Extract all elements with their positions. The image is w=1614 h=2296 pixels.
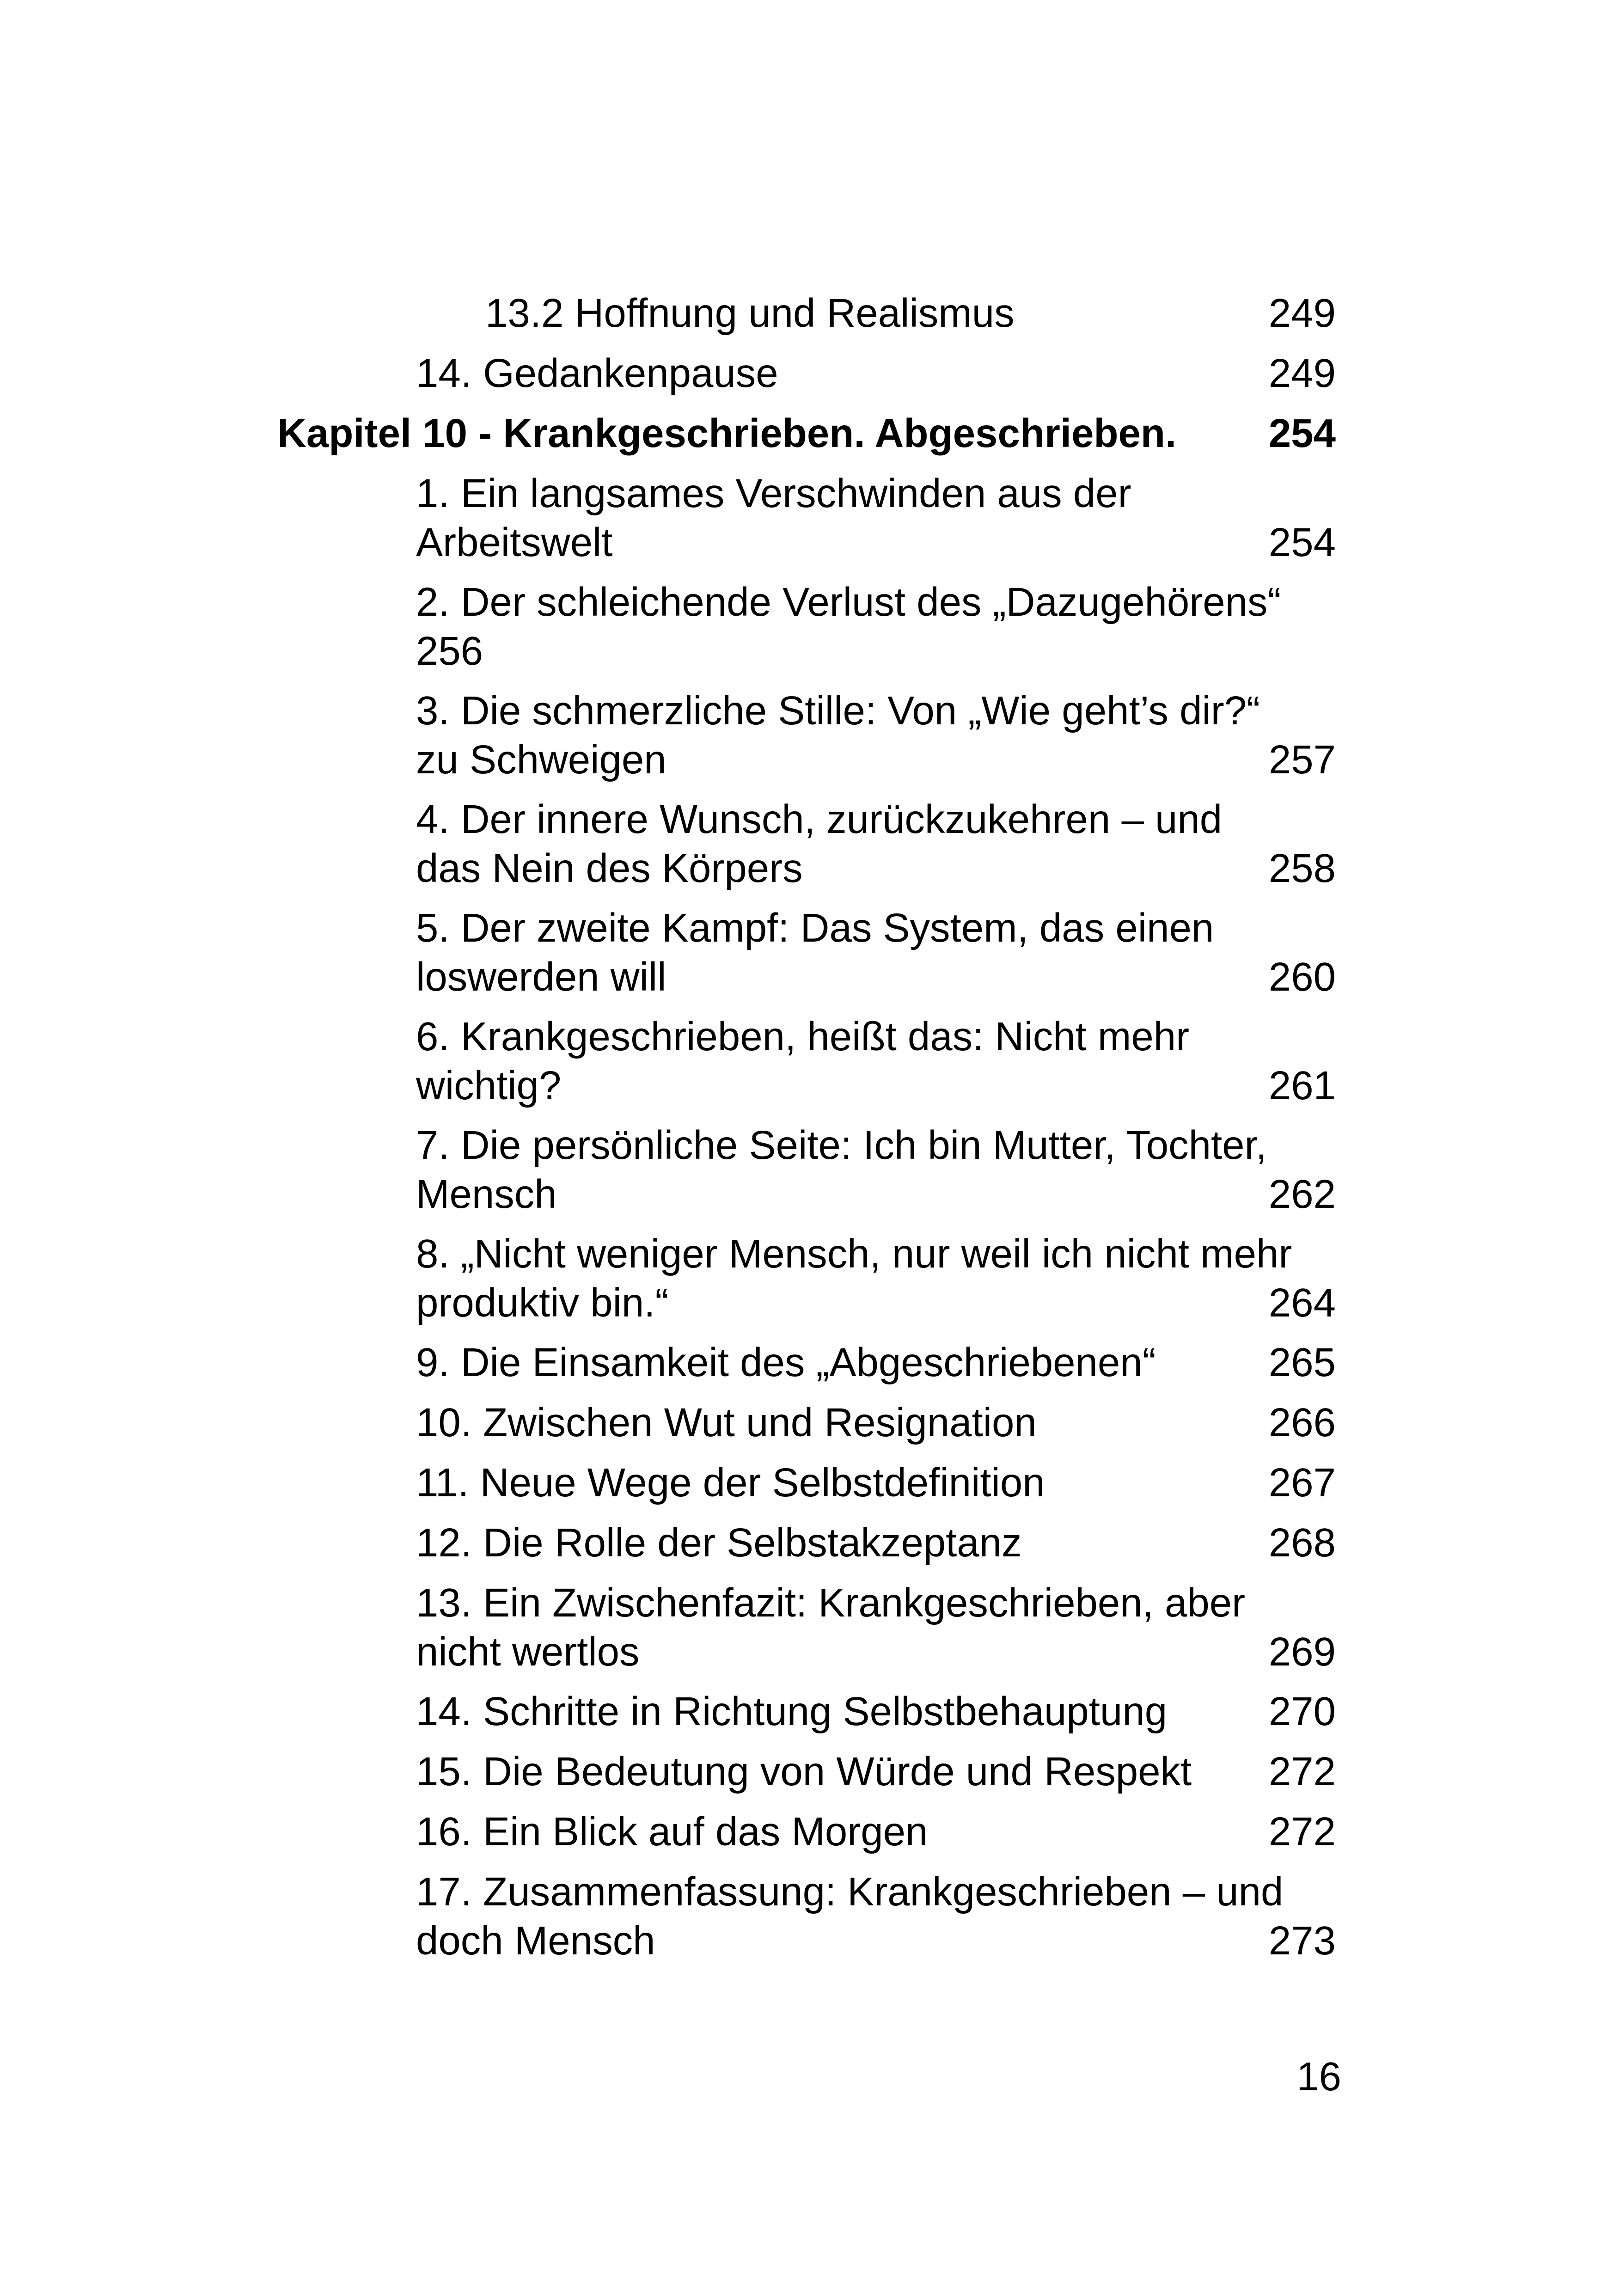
toc-entry [416,578,1336,676]
toc-entry-title-line-2: Mensch [416,1172,557,1217]
toc-entry-page: 266 [1268,1400,1336,1445]
toc-entry-title: 16. Ein Blick auf das Morgen [416,1809,928,1854]
toc-entry-title-line-1: 13. Ein Zwischenfazit: Krankgeschrieben, aber [416,1580,1246,1625]
toc-entry-page: 272 [1268,1809,1336,1854]
toc-entry [416,1579,1336,1677]
toc-chapter-page: 254 [1268,411,1336,456]
toc-entry-page: 270 [1268,1689,1336,1734]
toc-entry [416,1867,1336,1965]
toc-entry-title: 13.2 Hoffnung und Realismus [485,291,1015,336]
toc-entry-title: 2. Der schleichende Verlust des „Dazugehörens“ [416,580,1281,625]
toc-chapter-title: Kapitel 10 - Krankgeschrieben. Abgeschrieben. [277,411,1177,456]
toc-entry-page: 272 [1268,1749,1336,1794]
toc-entry-title-line-1: 4. Der innere Wunsch, zurückzukehren – und [416,797,1223,842]
toc-entry-page: 262 [1268,1172,1336,1217]
toc-entry-page: 264 [1268,1280,1336,1325]
toc-entry-title: 14. Gedankenpause [416,351,778,396]
toc-entry [416,1121,1336,1219]
toc-entry-title-line-1: 17. Zusammenfassung: Krankgeschrieben – und [416,1869,1284,1914]
toc-entry-title: 11. Neue Wege der Selbstdefinition [416,1460,1045,1505]
toc-entry-title: 10. Zwischen Wut und Resignation [416,1400,1037,1445]
toc-entry-title-line-1: 6. Krankgeschrieben, heißt das: Nicht mehr [416,1014,1190,1059]
toc-entry-title-line-1: 7. Die persönliche Seite: Ich bin Mutter, Tochter, [416,1123,1267,1168]
toc-entry-title: 9. Die Einsamkeit des „Abgeschriebenen“ [416,1340,1156,1385]
toc-entry [416,1230,1336,1328]
toc-entry [416,469,1336,567]
toc-entry [416,1012,1336,1110]
toc-entry-title-line-2: produktiv bin.“ [416,1280,669,1325]
toc-entry-page: 257 [1268,737,1336,782]
toc-entry-page: 249 [1268,291,1336,336]
toc-entry-title: 15. Die Bedeutung von Würde und Respekt [416,1749,1192,1794]
toc-entry [416,686,1336,784]
toc-entry-page: 273 [1268,1918,1336,1963]
toc-entry-page: 249 [1268,351,1336,396]
toc-entry-page: 256 [416,629,483,673]
toc-entry-page: 261 [1268,1063,1336,1108]
toc-entry-page: 267 [1268,1460,1336,1505]
toc-entry [416,795,1336,893]
toc-entry-title-line-1: 5. Der zweite Kampf: Das System, das einen [416,906,1214,950]
toc-entry-page: 260 [1268,955,1336,999]
page-number: 16 [1296,2054,1341,2099]
toc-entry [416,904,1336,1002]
toc-entry-page: 265 [1268,1340,1336,1385]
toc-entry-title: 14. Schritte in Richtung Selbstbehauptung [416,1689,1168,1734]
toc-entry-title-line-2: das Nein des Körpers [416,846,803,891]
toc-entry-title-line-2: Arbeitswelt [416,520,613,565]
toc-entry-title: 12. Die Rolle der Selbstakzeptanz [416,1520,1022,1565]
toc-entry-page: 258 [1268,846,1336,891]
toc-entry-title-line-1: 3. Die schmerzliche Stille: Von „Wie geht’s dir?“ [416,688,1260,733]
toc-entry-title-line-2: doch Mensch [416,1918,655,1963]
toc-entry-page: 269 [1268,1629,1336,1674]
toc-entry-title-line-2: wichtig? [416,1063,562,1108]
toc-entry-page: 254 [1268,520,1336,565]
toc-entry-title-line-2: nicht wertlos [416,1629,640,1674]
toc-entry-title-line-1: 8. „Nicht weniger Mensch, nur weil ich nicht mehr [416,1231,1292,1276]
toc-entry-page: 268 [1268,1520,1336,1565]
toc-entry-title-line-2: loswerden will [416,955,666,999]
toc-entry-title-line-2: zu Schweigen [416,737,666,782]
toc-entry-title-line-1: 1. Ein langsames Verschwinden aus der [416,471,1131,516]
